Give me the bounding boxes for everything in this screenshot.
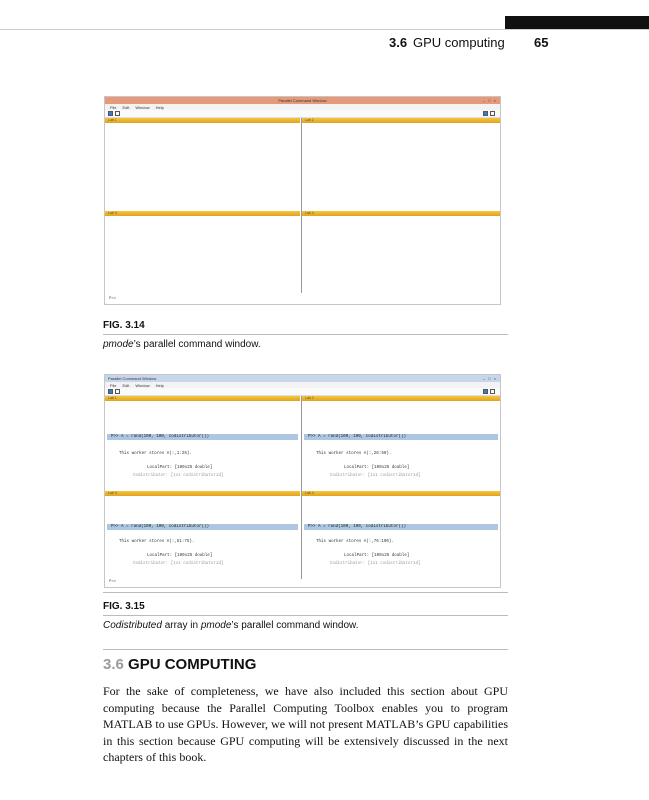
menu-help[interactable]: Help xyxy=(155,382,164,388)
page-number: 65 xyxy=(534,35,549,50)
layout-icon[interactable] xyxy=(115,111,120,116)
caption-rule xyxy=(103,334,508,335)
section-heading-title: GPU COMPUTING xyxy=(128,656,257,673)
output-line: LocalPart: [100x25 double] xyxy=(344,466,410,470)
lab-label: Lab 4 xyxy=(305,211,314,215)
pmode-window-1 xyxy=(104,96,501,305)
lab-pane-3 xyxy=(105,491,300,579)
lab-label: Lab 2 xyxy=(305,396,314,400)
caption-rule xyxy=(103,592,508,593)
header-bar xyxy=(505,16,649,29)
figure-caption: Codistributed array in pmode’s parallel command window. xyxy=(103,620,359,631)
menu-window[interactable]: Window xyxy=(135,382,150,388)
menu-edit[interactable]: Edit xyxy=(122,382,130,388)
output-line: This worker stores A(:,51:75). xyxy=(119,540,195,544)
output-line: Codistributor: [1x1 codistributor1d] xyxy=(133,474,224,478)
figure-label: FIG. 3.14 xyxy=(103,320,145,331)
caption-rule xyxy=(103,615,508,616)
lab-pane-4 xyxy=(302,491,500,579)
menu-file[interactable]: File xyxy=(110,382,117,388)
output-line: This worker stores A(:,26:50). xyxy=(316,452,392,456)
window-titlebar xyxy=(105,97,500,104)
output-line: This worker stores A(:,1:25). xyxy=(119,452,192,456)
command-line: P>> A = rand(100, 100, codistributor()) xyxy=(107,434,298,440)
section-rule xyxy=(103,649,508,650)
lab-pane-1 xyxy=(105,118,300,210)
header-rule xyxy=(0,29,649,30)
pane-divider[interactable] xyxy=(301,118,302,293)
body-paragraph: For the sake of completeness, we have also included this section about GPU computing because the Parallel Computing Toolbox enables you to program MATLAB to use GPUs. However, we will not present MATLAB’s GPU capabilities in this section because GPU computing will be extensively discussed in the next chapters of this book. xyxy=(103,684,508,764)
lab-pane-4 xyxy=(302,211,500,291)
output-line: LocalPart: [100x25 double] xyxy=(147,554,213,558)
lab-pane-2 xyxy=(302,396,500,490)
pmode-window-2 xyxy=(104,374,501,588)
output-line: LocalPart: [100x25 double] xyxy=(344,554,410,558)
window-title: Parallel Command Window xyxy=(108,376,157,381)
command-line: P>> A = rand(100, 100, codistributor()) xyxy=(304,434,498,440)
menu-edit[interactable]: Edit xyxy=(122,104,130,110)
menu-file[interactable]: File xyxy=(110,104,117,110)
lab-pane-1 xyxy=(105,396,300,490)
toolbar xyxy=(105,388,500,396)
command-prompt[interactable]: P>> xyxy=(109,297,117,301)
lab-label: Lab 1 xyxy=(108,396,117,400)
window-controls[interactable]: – □ × xyxy=(482,376,497,381)
output-line: Codistributor: [1x1 codistributor1d] xyxy=(133,562,224,566)
window-title: Parallel Command Window xyxy=(278,98,327,103)
lab-label: Lab 3 xyxy=(108,491,117,495)
output-line: This worker stores A(:,76:100). xyxy=(316,540,394,544)
command-line: P>> A = rand(100, 100, codistributor()) xyxy=(107,524,298,530)
single-icon[interactable] xyxy=(490,111,495,116)
command-prompt[interactable]: P>> xyxy=(109,580,117,584)
lab-pane-2 xyxy=(302,118,500,210)
lab-label: Lab 3 xyxy=(108,211,117,215)
lab-label: Lab 1 xyxy=(108,118,117,122)
layout-icon[interactable] xyxy=(115,389,120,394)
window-controls[interactable]: – □ × xyxy=(482,98,497,103)
lab-pane-3 xyxy=(105,211,300,291)
figure-label: FIG. 3.15 xyxy=(103,601,145,612)
header-section-number: 3.6 xyxy=(389,35,408,50)
menu-help[interactable]: Help xyxy=(155,104,164,110)
figure-caption: pmode’s parallel command window. xyxy=(103,339,261,350)
header-section-title: GPU computing xyxy=(413,35,505,50)
command-line: P>> A = rand(100, 100, codistributor()) xyxy=(304,524,498,530)
output-line: Codistributor: [1x1 codistributor1d] xyxy=(330,562,421,566)
tile-icon[interactable] xyxy=(108,389,113,394)
output-line: Codistributor: [1x1 codistributor1d] xyxy=(330,474,421,478)
single-icon[interactable] xyxy=(490,389,495,394)
section-heading-number: 3.6 xyxy=(103,656,124,673)
lab-label: Lab 4 xyxy=(305,491,314,495)
toolbar xyxy=(105,110,500,118)
tile-icon[interactable] xyxy=(108,111,113,116)
menu-window[interactable]: Window xyxy=(135,104,150,110)
window-titlebar xyxy=(105,375,500,382)
lab-label: Lab 2 xyxy=(305,118,314,122)
grid-icon[interactable] xyxy=(483,111,488,116)
output-line: LocalPart: [100x25 double] xyxy=(147,466,213,470)
section-heading xyxy=(103,656,256,673)
pane-divider[interactable] xyxy=(301,396,302,579)
grid-icon[interactable] xyxy=(483,389,488,394)
